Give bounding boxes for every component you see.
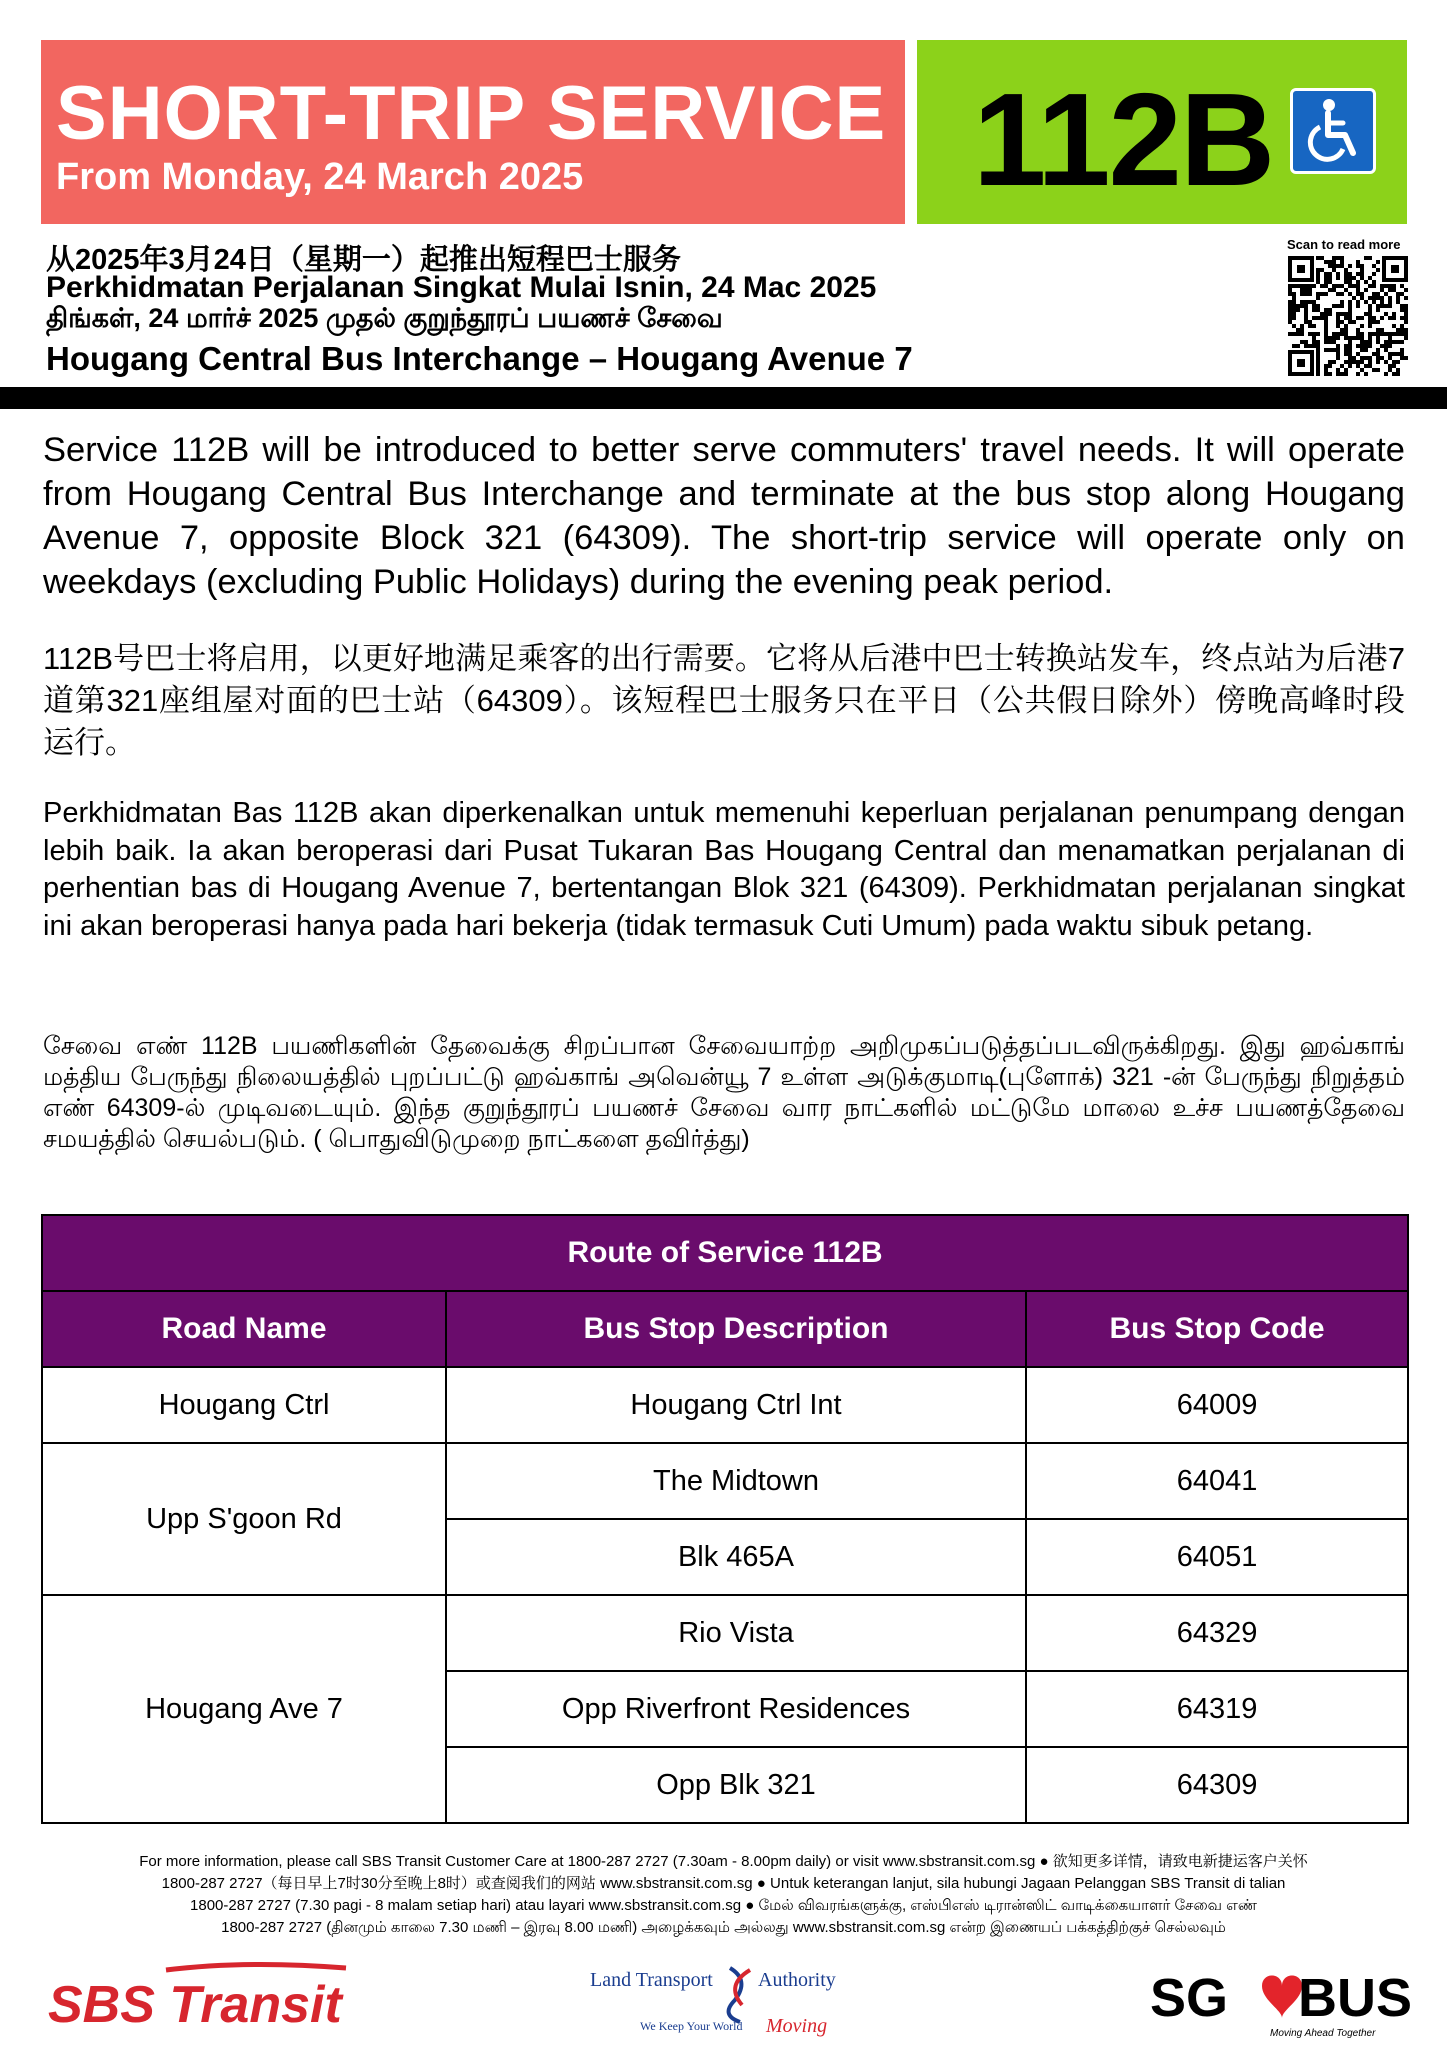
sgbus-tagline: Moving Ahead Together xyxy=(1270,2028,1376,2039)
description-tamil: சேவை எண் 112B பயணிகளின் தேவைக்கு சிறப்பான சேவையாற்ற அறிமுகப்படுத்தப்படவிருக்கிறது. இது ஹவ்காங் மத்திய பேருந்து நிலையத்தில் புறப்பட்டு ஹவ்காங் அவென்யூ 7 உள்ள அடுக்குமாடி(புளோக்) 321 -ன் பேருந்து நிறுத்தம் எண் 64309-ல் முடிவடையும். இந்த குறுந்தூரப் பயணச் சேவை வார நாட்களில் மட்டுமே மாலை உச்ச பயணத்தேவை சமயத்தில் செயல்படும். ( பொதுவிடுமுறை நாட்களை தவிர்த்து) xyxy=(43,1032,1405,1153)
stop-description: Rio Vista xyxy=(446,1595,1026,1671)
subtitle-tamil: திங்கள், 24 மார்ச் 2025 முதல் குறுந்தூரப் பயணச் சேவை xyxy=(46,303,723,333)
wheelchair-accessible-icon xyxy=(1290,88,1376,174)
lta-text-right: Authority xyxy=(758,1969,836,1991)
footer-line: 1800-287 2727（每日早上7时30分至晚上8时）或查阅我们的网站 www.sbstransit.com.sg ● Untuk keterangan lanjut, sila hubungi Jagaan Pelanggan SBS Transit di talian xyxy=(161,1875,1286,1892)
road-name: Hougang Ctrl xyxy=(42,1367,446,1443)
footer-line: 1800-287 2727 (தினமும் காலை 7.30 மணி – இரவு 8.00 மணி) அழைக்கவும் அல்லது www.sbstransit.com.sg என்ற இணையப் பக்கத்திற்குச் செல்லவும் xyxy=(221,1919,1226,1936)
sbs-logo-text: SBS Transit xyxy=(48,1976,342,2034)
qr-label: Scan to read more xyxy=(1287,237,1401,252)
table-row xyxy=(42,1367,1408,1443)
lta-tagline: We Keep Your World xyxy=(640,2019,743,2033)
service-number: 112B xyxy=(973,66,1274,213)
stop-code: 64041 xyxy=(1026,1443,1408,1519)
stop-code: 64309 xyxy=(1026,1747,1408,1823)
table-row xyxy=(42,1443,1408,1519)
stop-code: 64009 xyxy=(1026,1367,1408,1443)
column-header-code: Bus Stop Code xyxy=(1026,1291,1408,1367)
footer-contact-info xyxy=(86,1851,1361,1939)
wheelchair-glyph xyxy=(1293,91,1373,171)
stop-description: Opp Riverfront Residences xyxy=(446,1671,1026,1747)
table-row xyxy=(42,1595,1408,1671)
lta-logo xyxy=(590,1960,860,2040)
sgbus-sg-text: SG xyxy=(1150,1968,1229,2028)
route-table-caption: Route of Service 112B xyxy=(42,1215,1408,1291)
sgbus-logo xyxy=(1150,1960,1413,2040)
footer-line: 1800-287 2727 (7.30 pagi - 8 malam setiap hari) atau layari www.sbstransit.com.sg ● மேல் விவரங்களுக்கு, எஸ்பிஎஸ் டிரான்ஸிட் வாடிக்கையாளர் சேவை எண் xyxy=(190,1897,1257,1914)
stop-description: Opp Blk 321 xyxy=(446,1747,1026,1823)
stop-code: 64329 xyxy=(1026,1595,1408,1671)
footer-line: For more information, please call SBS Transit Customer Care at 1800-287 2727 (7.30am - 8.00pm daily) or visit www.sbstransit.com.sg ● 欲知更多详情，请致电新捷运客户关怀 xyxy=(139,1853,1308,1870)
stop-code: 64051 xyxy=(1026,1519,1408,1595)
header-divider xyxy=(0,387,1447,409)
qr-code-icon[interactable] xyxy=(1288,256,1408,376)
column-header-description: Bus Stop Description xyxy=(446,1291,1026,1367)
effective-date: From Monday, 24 March 2025 xyxy=(56,156,584,198)
subtitle-malay: Perkhidmatan Perjalanan Singkat Mulai Isnin, 24 Mac 2025 xyxy=(46,271,877,304)
description-english: Service 112B will be introduced to better serve commuters' travel needs. It will operate from Hougang Central Bus Interchange and terminate at the bus stop along Hougang Avenue 7, opposite Block 321 (64309). The short-trip service will operate only on weekdays (excluding Public Holidays) during the evening peak period. xyxy=(43,431,1405,601)
description-malay: Perkhidmatan Bas 112B akan diperkenalkan untuk memenuhi keperluan perjalanan penumpang dengan lebih baik. Ia akan beroperasi dari Pusat Tukaran Bas Hougang Central dan menamatkan perjalanan di perhentian bas di Hougang Avenue 7, bertentangan Blok 321 (64309). Perkhidmatan perjalanan singkat ini akan beroperasi hanya pada hari bekerja (tidak termasuk Cuti Umum) pada waktu sibuk petang. xyxy=(43,797,1405,942)
subtitle-chinese: 从2025年3月24日（星期一）起推出短程巴士服务 xyxy=(46,244,681,276)
description-chinese: 112B号巴士将启用，以更好地满足乘客的出行需要。它将从后港中巴士转换站发车，终点站为后港7道第321座组屋对面的巴士站（64309）。该短程巴士服务只在平日（公共假日除外）傍晚高峰时段运行。 xyxy=(43,641,1405,760)
heart-icon xyxy=(1262,1976,1302,2019)
route-table xyxy=(41,1214,1409,1824)
stop-code: 64319 xyxy=(1026,1671,1408,1747)
road-name: Upp S'goon Rd xyxy=(42,1443,446,1595)
sgbus-bus-text: BUS xyxy=(1298,1968,1413,2028)
route-subtitle: Hougang Central Bus Interchange – Hougang Avenue 7 xyxy=(46,340,913,377)
lta-moving: Moving xyxy=(766,2015,828,2037)
stop-description: Blk 465A xyxy=(446,1519,1026,1595)
sbs-transit-logo xyxy=(46,1960,366,2040)
stop-description: The Midtown xyxy=(446,1443,1026,1519)
lta-text-left: Land Transport xyxy=(590,1969,713,1991)
road-name: Hougang Ave 7 xyxy=(42,1595,446,1823)
column-header-road: Road Name xyxy=(42,1291,446,1367)
page-title: SHORT-TRIP SERVICE xyxy=(56,71,887,156)
stop-description: Hougang Ctrl Int xyxy=(446,1367,1026,1443)
